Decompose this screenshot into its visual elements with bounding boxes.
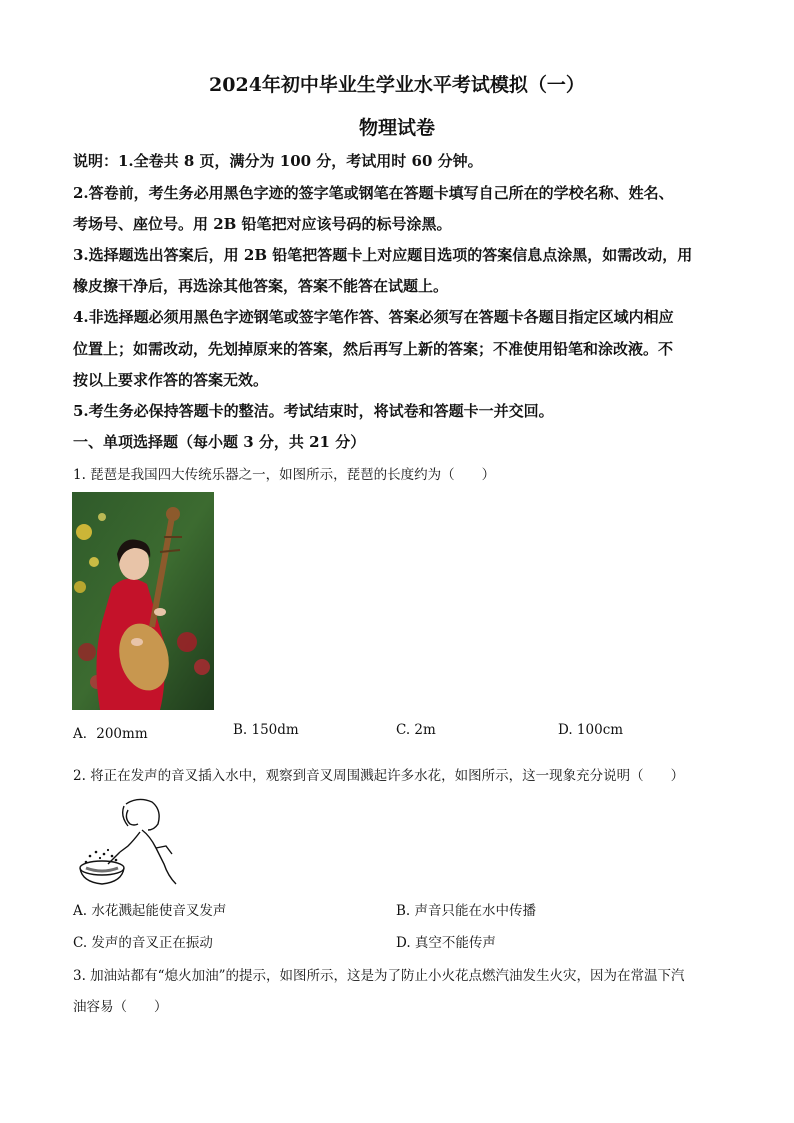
exam-subtitle: 物理试卷 [358,117,435,139]
q1-option-c[interactable]: C. 2m [396,722,436,738]
q2-option-c[interactable]: C. 发声的音叉正在振动 [73,935,213,951]
question-3-stem: 3. 加油站都有“熄火加油”的提示，如图所示，这是为了防止小火花点燃汽油发生火灾，因为在常温下汽 [73,968,685,984]
question-2-stem: 2. 将正在发声的音叉插入水中，观察到音叉周围溅起许多水花，如图所示，这一现象充分说明（ ） [73,768,685,784]
q1-option-b[interactable]: B. 150dm [233,722,299,738]
question-1-stem: 1. 琵琶是我国四大传统乐器之一，如图所示，琵琶的长度约为（ ） [73,467,496,483]
exam-title: 2024年初中毕业生学业水平考试模拟（一） [209,74,585,96]
instruction-line: 橡皮擦干净后，再选涂其他答案，答案不能答在试题上。 [73,277,449,295]
instruction-line: 5.考生务必保持答题卡的整洁。考试结束时，将试卷和答题卡一并交回。 [73,402,554,420]
instruction-line: 位置上；如需改动，先划掉原来的答案，然后再写上新的答案；不准使用铅笔和涂改液。不 [73,340,674,358]
instruction-line: 2.答卷前，考生务必用黑色字迹的签字笔或钢笔在答题卡填写自己所在的学校名称、姓名、 [73,184,674,202]
q2-option-d[interactable]: D. 真空不能传声 [396,935,496,951]
q1-option-d[interactable]: D. 100cm [558,722,624,738]
q1-option-a[interactable]: A．200mm [73,726,148,742]
instruction-line: 说明：1.全卷共 8 页，满分为 100 分，考试用时 60 分钟。 [73,152,483,170]
instruction-line: 4.非选择题必须用黑色字迹钢笔或签字笔作答、答案必须写在答题卡各题目指定区域内相应 [73,308,674,326]
instruction-line: 3.选择题选出答案后，用 2B 铅笔把答题卡上对应题目选项的答案信息点涂黑，如需改动，用 [73,246,693,264]
q2-option-b[interactable]: B. 声音只能在水中传播 [396,903,537,919]
instruction-line: 按以上要求作答的答案无效。 [73,371,269,389]
question-3-stem-cont: 油容易（ ） [73,999,168,1015]
q2-option-a[interactable]: A. 水花溅起能使音叉发声 [73,903,227,919]
instruction-line: 考场号、座位号。用 2B 铅笔把对应该号码的标号涂黑。 [73,215,452,233]
tuning-fork-water-drawing [76,796,188,888]
section-heading: 一、单项选择题（每小题 3 分，共 21 分） [73,433,366,451]
pipa-player-photo [72,492,214,710]
